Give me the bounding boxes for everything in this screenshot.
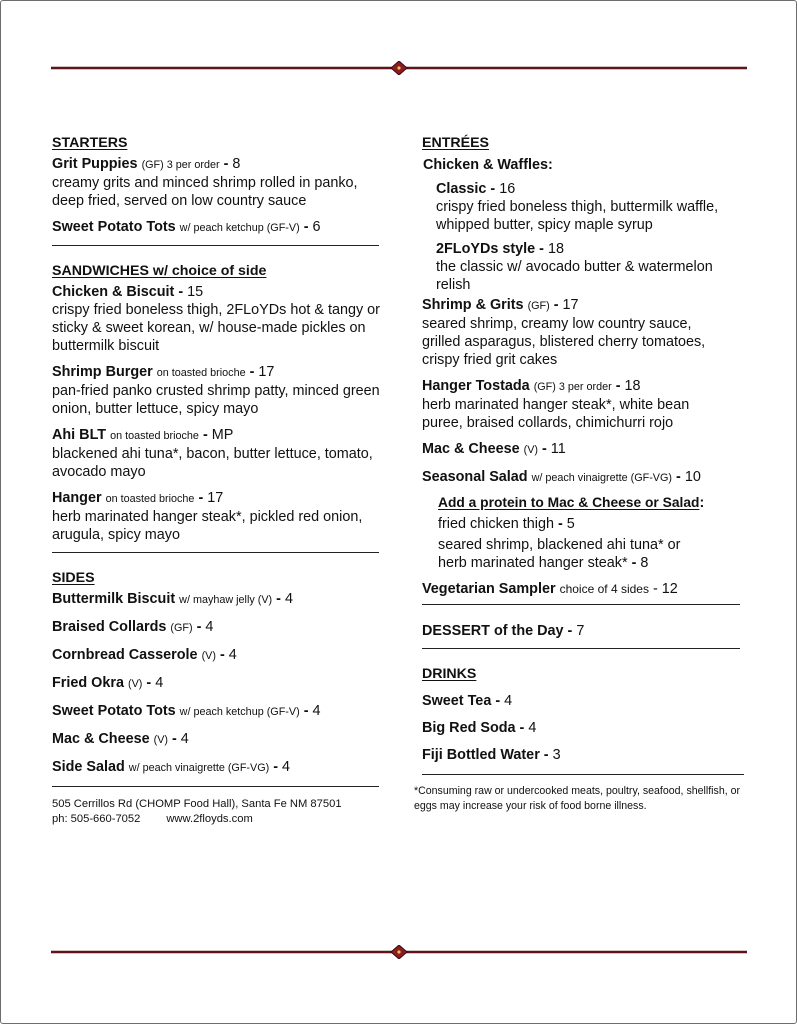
side-item: Buttermilk Biscuit w/ mayhaw jelly (V) - 4 [52, 591, 293, 607]
menu-item-chicken-biscuit: Chicken & Biscuit - 15 crispy fried boneless thigh, 2FLoYDs hot & tangy or sticky & sweet korean, w/ house-made pickles on buttermilk biscuit [52, 284, 380, 354]
protein-addon-heading: Add a protein to Mac & Cheese or Salad [438, 495, 700, 510]
section-divider [422, 774, 744, 775]
section-divider [52, 245, 379, 246]
menu-item-vegetarian-sampler: Vegetarian Sampler choice of 4 sides - 12 [422, 581, 678, 597]
section-divider [422, 648, 740, 649]
menu-item-sweet-potato-tots: Sweet Potato Tots w/ peach ketchup (GF-V) - 6 [52, 219, 321, 235]
bottom-ornament-divider [51, 945, 747, 959]
protein-option-chicken: fried chicken thigh - 5 [438, 516, 575, 532]
website-link[interactable]: www.2floyds.com [166, 813, 253, 825]
menu-item-shrimp-grits: Shrimp & Grits (GF) - 17 seared shrimp, creamy low country sauce, grilled asparagus, blistered cherry tomatoes, crispy fried grit cakes [422, 297, 706, 368]
menu-item-mac-cheese: Mac & Cheese (V) - 11 [422, 441, 566, 457]
section-divider [422, 604, 740, 605]
side-item: Braised Collards (GF) - 4 [52, 619, 214, 635]
section-divider [52, 552, 379, 553]
drink-item: Sweet Tea - 4 [422, 693, 513, 709]
menu-item-2floyds-style: 2FLoYDs style - 18 the classic w/ avocado butter & watermelon relish [436, 241, 713, 293]
side-item: Mac & Cheese (V) - 4 [52, 731, 189, 747]
menu-item-hanger: Hanger on toasted brioche - 17 herb marinated hanger steak*, pickled red onion, arugula, spicy mayo [52, 490, 363, 543]
menu-item-ahi-blt: Ahi BLT on toasted brioche - MP blackened ahi tuna*, bacon, butter lettuce, tomato, avocado mayo [52, 427, 373, 480]
chicken-waffles-label: Chicken & Waffles: [423, 157, 553, 173]
food-safety-disclaimer: *Consuming raw or undercooked meats, poultry, seafood, shellfish, or eggs may increase your risk of food borne illness. [414, 785, 741, 812]
side-item: Fried Okra (V) - 4 [52, 675, 164, 691]
menu-item-classic: Classic - 16 crispy fried boneless thigh, buttermilk waffle, whipped butter, spicy maple syrup [436, 181, 719, 233]
side-item: Side Salad w/ peach vinaigrette (GF-VG) - 4 [52, 759, 291, 775]
section-divider [52, 786, 379, 787]
sandwiches-heading: SANDWICHES w/ choice of side [52, 263, 267, 279]
drink-item: Big Red Soda - 4 [422, 720, 537, 736]
side-item: Sweet Potato Tots w/ peach ketchup (GF-V) - 4 [52, 703, 321, 719]
address-text: 505 Cerrillos Rd (CHOMP Food Hall), Santa Fe NM 87501 [52, 798, 342, 810]
sides-heading: SIDES [52, 570, 95, 586]
menu-item-grit-puppies: Grit Puppies (GF) 3 per order - 8 creamy grits and minced shrimp rolled in panko, deep fried, served on low country sauce [52, 156, 358, 209]
left-column [52, 134, 392, 827]
drinks-heading: DRINKS [422, 666, 477, 682]
menu-item-seasonal-salad: Seasonal Salad w/ peach vinaigrette (GF-VG) - 10 [422, 469, 701, 485]
menu-item-dessert: DESSERT of the Day - 7 [422, 623, 585, 639]
menu-item-shrimp-burger: Shrimp Burger on toasted brioche - 17 pan-fried panko crusted shrimp patty, minced green onion, butter lettuce, spicy mayo [52, 364, 380, 417]
phone-text: ph: 505-660-7052 [52, 813, 141, 825]
restaurant-contact [52, 797, 392, 827]
starters-heading: STARTERS [52, 135, 128, 151]
top-ornament-divider [51, 61, 747, 75]
protein-option-seafood-steak: seared shrimp, blackened ahi tuna* or herb marinated hanger steak* - 8 [438, 537, 681, 571]
protein-addon-group: Add a protein to Mac & Cheese or Salad: fried chicken thigh - 5 seared shrimp, blackened ahi tuna* or herb marinated hanger steak* - 8 [422, 494, 752, 572]
menu-item-hanger-tostada: Hanger Tostada (GF) 3 per order - 18 herb marinated hanger steak*, white bean puree, braised collards, chimichurri rojo [422, 378, 690, 431]
entrees-heading: ENTRÉES [422, 135, 490, 151]
chicken-waffles-group [422, 156, 752, 294]
drink-item: Fiji Bottled Water - 3 [422, 747, 561, 763]
right-column [414, 134, 752, 813]
side-item: Cornbread Casserole (V) - 4 [52, 647, 237, 663]
